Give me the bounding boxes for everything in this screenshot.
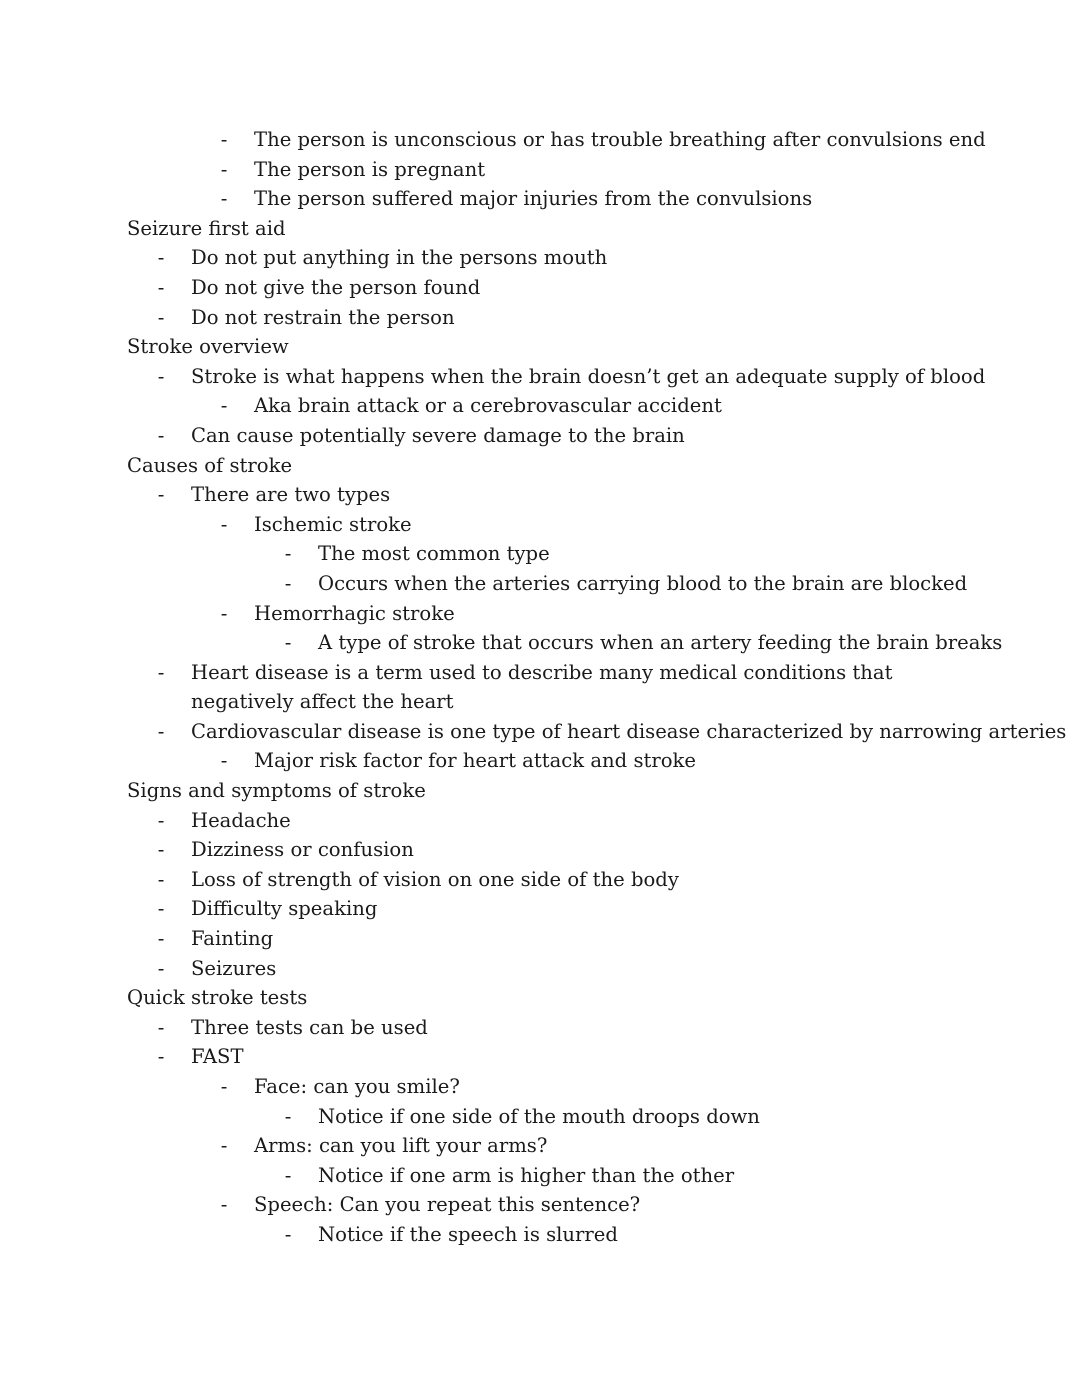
bullet-dash-icon: - <box>284 542 292 566</box>
bullet-dash-icon: - <box>157 305 165 329</box>
list-item <box>0 717 1080 747</box>
bullet-dash-icon: - <box>157 275 165 299</box>
list-item <box>0 539 1080 569</box>
item-text: Hemorrhagic stroke <box>254 601 455 625</box>
bullet-dash-icon: - <box>157 808 165 832</box>
item-text: Notice if the speech is slurred <box>318 1222 618 1246</box>
item-text: Cardiovascular disease is one type of heart disease characterized by narrowing arteries <box>191 719 1067 743</box>
bullet-dash-icon: - <box>157 1045 165 1069</box>
list-item <box>0 391 1080 421</box>
list-item <box>0 894 1080 924</box>
list-item <box>0 599 1080 629</box>
item-text: Arms: can you lift your arms? <box>254 1134 548 1158</box>
section-heading <box>0 332 1080 362</box>
list-item <box>0 303 1080 333</box>
list-item <box>0 125 1080 155</box>
list-item <box>0 184 1080 214</box>
bullet-dash-icon: - <box>284 1104 292 1128</box>
bullet-dash-icon: - <box>157 897 165 921</box>
item-text: Three tests can be used <box>191 1015 428 1039</box>
list-item <box>0 421 1080 451</box>
bullet-dash-icon: - <box>157 838 165 862</box>
item-text: Can cause potentially severe damage to the brain <box>191 423 685 447</box>
heading-text: Quick stroke tests <box>127 986 308 1010</box>
bullet-dash-icon: - <box>157 364 165 388</box>
bullet-dash-icon: - <box>157 867 165 891</box>
list-item <box>0 1013 1080 1043</box>
bullet-dash-icon: - <box>157 719 165 743</box>
item-text: The person is unconscious or has trouble breathing after convulsions end <box>254 128 986 151</box>
bullet-dash-icon: - <box>284 1222 292 1246</box>
section-heading <box>0 451 1080 481</box>
item-text: Heart disease is a term used to describe many medical conditions that negatively affect the heart <box>191 660 893 714</box>
bullet-dash-icon: - <box>220 1134 228 1158</box>
item-text: Speech: Can you repeat this sentence? <box>254 1193 641 1217</box>
item-text: Loss of strength of vision on one side of the body <box>191 867 679 891</box>
list-item <box>0 155 1080 185</box>
list-item <box>0 1072 1080 1102</box>
bullet-dash-icon: - <box>220 601 228 625</box>
item-text: Fainting <box>191 927 274 951</box>
item-text: Notice if one arm is higher than the other <box>318 1163 735 1187</box>
list-item <box>0 954 1080 984</box>
bullet-dash-icon: - <box>157 660 165 684</box>
item-text: Ischemic stroke <box>254 512 412 536</box>
list-item <box>0 1190 1080 1220</box>
bullet-dash-icon: - <box>284 631 292 655</box>
item-text: Stroke is what happens when the brain doesn’t get an adequate supply of blood <box>191 364 986 388</box>
item-text: Aka brain attack or a cerebrovascular accident <box>254 394 722 418</box>
bullet-dash-icon: - <box>157 1015 165 1039</box>
list-item <box>0 835 1080 865</box>
section-heading <box>0 983 1080 1013</box>
item-text: Notice if one side of the mouth droops down <box>318 1104 760 1128</box>
section-heading <box>0 214 1080 244</box>
list-item <box>0 806 1080 836</box>
list-item <box>0 1042 1080 1072</box>
list-item <box>0 628 1080 658</box>
bullet-dash-icon: - <box>220 749 228 773</box>
heading-text: Signs and symptoms of stroke <box>127 779 426 803</box>
heading-text: Stroke overview <box>127 335 289 359</box>
list-item <box>0 746 1080 776</box>
item-text: Difficulty speaking <box>191 897 378 921</box>
list-item <box>0 1161 1080 1191</box>
item-text: Do not restrain the person <box>191 305 455 329</box>
item-text: Do not put anything in the persons mouth <box>191 246 608 270</box>
notes-document <box>0 125 1080 1250</box>
item-text: A type of stroke that occurs when an artery feeding the brain breaks <box>318 631 1003 655</box>
heading-text: Causes of stroke <box>127 453 293 477</box>
bullet-dash-icon: - <box>220 512 228 536</box>
list-item <box>0 658 1080 717</box>
bullet-dash-icon: - <box>157 483 165 507</box>
item-text: Do not give the person found <box>191 275 481 299</box>
bullet-dash-icon: - <box>220 157 228 181</box>
bullet-dash-icon: - <box>157 927 165 951</box>
item-text: Dizziness or confusion <box>191 838 414 862</box>
section-heading <box>0 776 1080 806</box>
bullet-dash-icon: - <box>157 956 165 980</box>
item-text: Occurs when the arteries carrying blood to the brain are blocked <box>318 571 968 595</box>
item-text: Seizures <box>191 956 277 980</box>
item-text: The person is pregnant <box>254 157 486 181</box>
bullet-dash-icon: - <box>220 187 228 211</box>
bullet-dash-icon: - <box>284 571 292 595</box>
list-item <box>0 924 1080 954</box>
heading-text: Seizure first aid <box>127 216 286 240</box>
list-item <box>0 362 1080 392</box>
list-item <box>0 243 1080 273</box>
bullet-dash-icon: - <box>220 1193 228 1217</box>
bullet-dash-icon: - <box>220 394 228 418</box>
list-item <box>0 1220 1080 1250</box>
item-text: FAST <box>191 1045 244 1069</box>
bullet-dash-icon: - <box>284 1163 292 1187</box>
list-item <box>0 569 1080 599</box>
list-item <box>0 865 1080 895</box>
item-text: Face: can you smile? <box>254 1075 460 1098</box>
item-text: There are two types <box>191 483 391 507</box>
list-item <box>0 510 1080 540</box>
bullet-dash-icon: - <box>220 128 228 151</box>
bullet-dash-icon: - <box>157 423 165 447</box>
item-text: Major risk factor for heart attack and stroke <box>254 749 696 773</box>
item-text: The most common type <box>318 542 550 566</box>
item-text: The person suffered major injuries from the convulsions <box>254 187 813 211</box>
bullet-dash-icon: - <box>157 246 165 270</box>
list-item <box>0 480 1080 510</box>
list-item <box>0 1131 1080 1161</box>
bullet-dash-icon: - <box>220 1075 228 1098</box>
item-text: Headache <box>191 808 291 832</box>
list-item <box>0 1102 1080 1132</box>
list-item <box>0 273 1080 303</box>
